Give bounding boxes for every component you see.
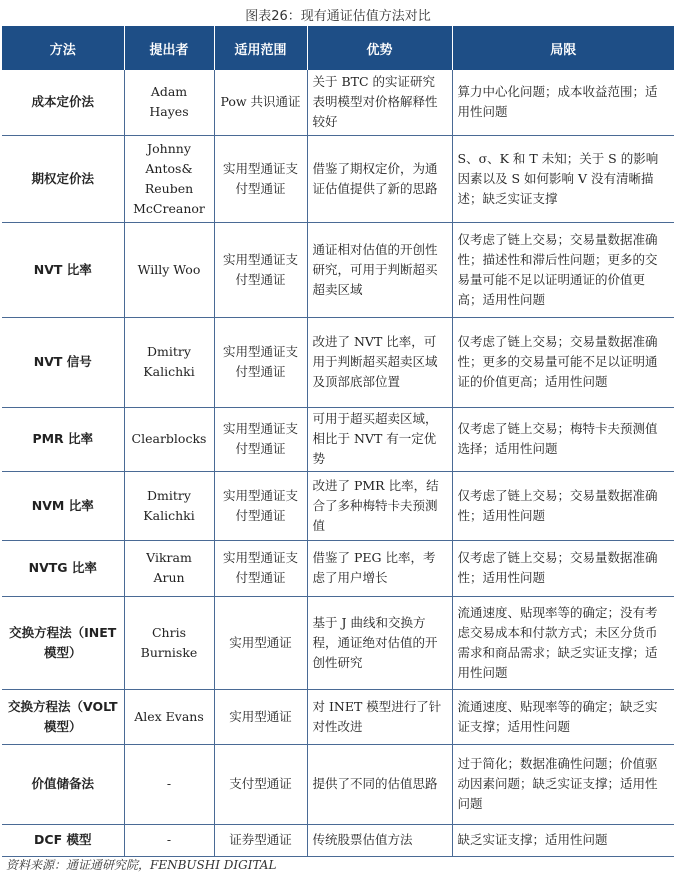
cell-method: 成本定价法 — [2, 70, 124, 135]
cell-advantage: 关于 BTC 的实证研究表明模型对价格解释性较好 — [307, 70, 452, 135]
cell-proposer: Willy Woo — [124, 222, 214, 317]
cell-method: 价值储备法 — [2, 744, 124, 824]
cell-scope: 实用型通证支付型通证 — [214, 135, 307, 222]
cell-scope: Pow 共识通证 — [214, 70, 307, 135]
cell-limitation: 仅考虑了链上交易；交易量数据准确性；适用性问题 — [452, 471, 674, 540]
cell-advantage: 通证相对估值的开创性研究，可用于判断超买超卖区域 — [307, 222, 452, 317]
cell-limitation: 仅考虑了链上交易；梅特卡夫预测值选择；适用性问题 — [452, 407, 674, 471]
cell-scope: 实用型通证支付型通证 — [214, 540, 307, 596]
cell-proposer: Adam Hayes — [124, 70, 214, 135]
header-advantage: 优势 — [307, 26, 452, 70]
table-row — [2, 135, 674, 222]
cell-limitation: 流通速度、贴现率等的确定；没有考虑交易成本和付款方式；未区分货币需求和商品需求；缺乏实证支撑；适用性问题 — [452, 596, 674, 689]
cell-proposer: Alex Evans — [124, 689, 214, 744]
cell-advantage: 改进了 NVT 比率，可用于判断超买超卖区域及顶部底部位置 — [307, 317, 452, 407]
cell-scope: 实用型通证 — [214, 596, 307, 689]
header-row — [2, 26, 674, 70]
cell-limitation: 仅考虑了链上交易；交易量数据准确性；描述性和滞后性问题；更多的交易量可能不足以证明通证的价值更高；适用性问题 — [452, 222, 674, 317]
cell-scope: 实用型通证支付型通证 — [214, 317, 307, 407]
comparison-table — [2, 26, 674, 857]
cell-method: NVT 信号 — [2, 317, 124, 407]
cell-scope: 实用型通证支付型通证 — [214, 471, 307, 540]
header-proposer: 提出者 — [124, 26, 214, 70]
cell-method: DCF 模型 — [2, 824, 124, 856]
header-method: 方法 — [2, 26, 124, 70]
cell-limitation: 算力中心化问题；成本收益范围；适用性问题 — [452, 70, 674, 135]
cell-proposer: Clearblocks — [124, 407, 214, 471]
table-row — [2, 70, 674, 135]
header-scope: 适用范围 — [214, 26, 307, 70]
cell-limitation: 仅考虑了链上交易；交易量数据准确性；适用性问题 — [452, 540, 674, 596]
cell-advantage: 提供了不同的估值思路 — [307, 744, 452, 824]
cell-limitation: 流通速度、贴现率等的确定；缺乏实证支撑；适用性问题 — [452, 689, 674, 744]
cell-method: 交换方程法（INET 模型） — [2, 596, 124, 689]
cell-scope: 实用型通证支付型通证 — [214, 222, 307, 317]
cell-advantage: 可用于超买超卖区域，相比于 NVT 有一定优势 — [307, 407, 452, 471]
cell-proposer: Dmitry Kalichki — [124, 317, 214, 407]
cell-limitation: 仅考虑了链上交易；交易量数据准确性；更多的交易量可能不足以证明通证的价值更高；适用性问题 — [452, 317, 674, 407]
cell-method: 交换方程法（VOLT 模型） — [2, 689, 124, 744]
source-note: 资料来源：通证通研究院，FENBUSHI DIGITAL — [6, 858, 277, 872]
cell-limitation: S、σ、K 和 T 未知；关于 S 的影响因素以及 S 如何影响 V 没有清晰描述；缺乏实证支撑 — [452, 135, 674, 222]
cell-limitation: 缺乏实证支撑；适用性问题 — [452, 824, 674, 856]
cell-method: NVTG 比率 — [2, 540, 124, 596]
cell-advantage: 基于 J 曲线和交换方程，通证绝对估值的开创性研究 — [307, 596, 452, 689]
table-row — [2, 596, 674, 689]
table-row — [2, 317, 674, 407]
cell-limitation: 过于简化；数据准确性问题；价值驱动因素问题；缺乏实证支撑；适用性问题 — [452, 744, 674, 824]
cell-scope: 实用型通证支付型通证 — [214, 407, 307, 471]
cell-proposer: Chris Burniske — [124, 596, 214, 689]
table-row — [2, 744, 674, 824]
cell-advantage: 借鉴了期权定价，为通证估值提供了新的思路 — [307, 135, 452, 222]
table-row — [2, 222, 674, 317]
table-row — [2, 824, 674, 856]
cell-method: NVT 比率 — [2, 222, 124, 317]
cell-scope: 证券型通证 — [214, 824, 307, 856]
table-row — [2, 540, 674, 596]
table-row — [2, 407, 674, 471]
cell-proposer: Dmitry Kalichki — [124, 471, 214, 540]
cell-advantage: 借鉴了 PEG 比率，考虑了用户增长 — [307, 540, 452, 596]
cell-method: 期权定价法 — [2, 135, 124, 222]
cell-advantage: 传统股票估值方法 — [307, 824, 452, 856]
cell-method: PMR 比率 — [2, 407, 124, 471]
figure-title: 图表26：现有通证估值方法对比 — [245, 9, 431, 24]
cell-proposer: - — [124, 824, 214, 856]
table-row — [2, 471, 674, 540]
cell-method: NVM 比率 — [2, 471, 124, 540]
cell-scope: 实用型通证 — [214, 689, 307, 744]
header-limitation: 局限 — [452, 26, 674, 70]
cell-proposer: Vikram Arun — [124, 540, 214, 596]
cell-proposer: - — [124, 744, 214, 824]
cell-advantage: 改进了 PMR 比率，结合了多种梅特卡夫预测值 — [307, 471, 452, 540]
cell-advantage: 对 INET 模型进行了针对性改进 — [307, 689, 452, 744]
table-row — [2, 689, 674, 744]
cell-scope: 支付型通证 — [214, 744, 307, 824]
cell-proposer: Johnny Antos& Reuben McCreanor — [124, 135, 214, 222]
